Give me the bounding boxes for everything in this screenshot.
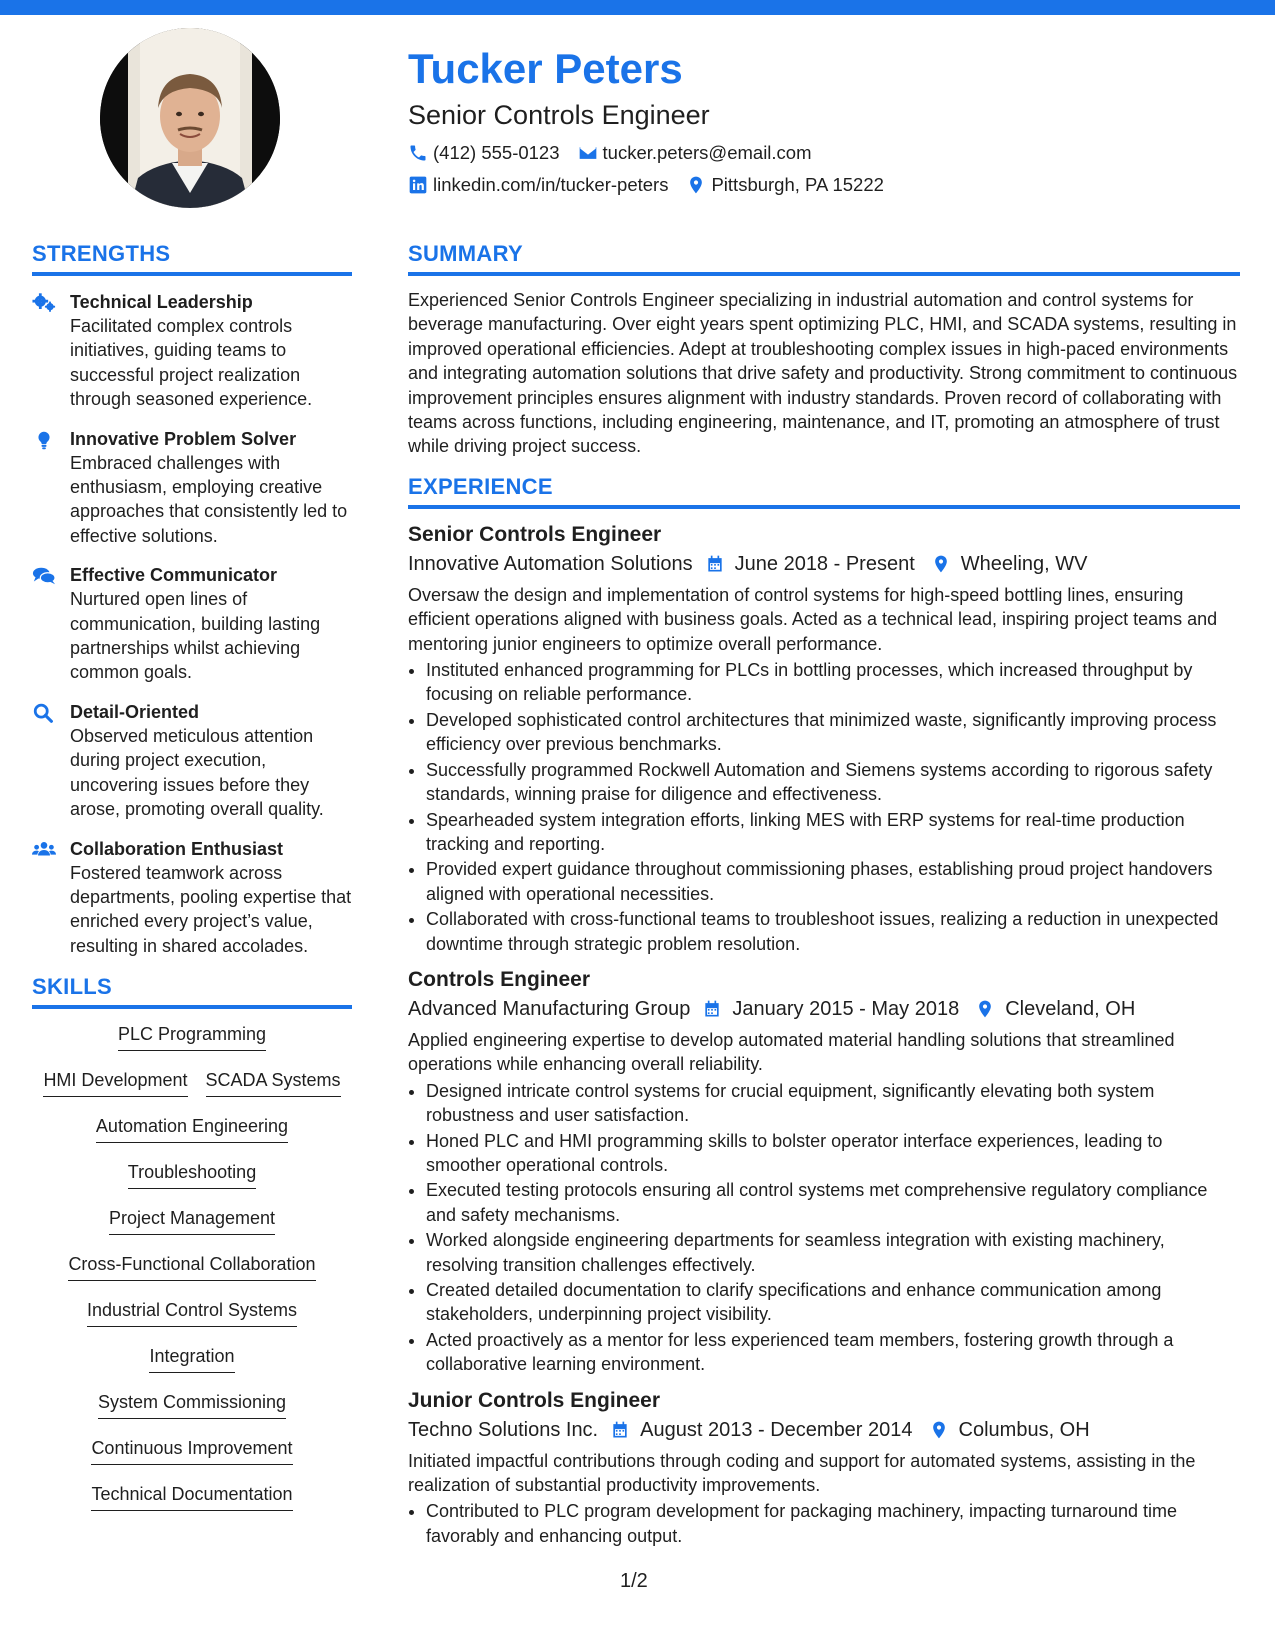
skills-heading: SKILLS (32, 973, 352, 1009)
map-pin-icon (975, 999, 995, 1019)
job-bullet: • Executed testing protocols ensuring all control systems met comprehensive regulatory compliance and safety mechanisms. (426, 1178, 1240, 1227)
email-text: tucker.peters@email.com (602, 142, 812, 163)
linkedin-text: linkedin.com/in/tucker-peters (433, 174, 669, 195)
strength-title: Detail-Oriented (70, 701, 200, 722)
map-pin-icon (929, 1420, 949, 1440)
strength-title: Effective Communicator (70, 565, 278, 586)
users-icon (32, 839, 56, 861)
skill-tag: Continuous Improvement (91, 1437, 292, 1465)
candidate-name: Tucker Peters (408, 45, 683, 92)
strength-item (32, 290, 352, 412)
job-location: Columbus, OH (958, 1418, 1090, 1441)
linkedin-icon (408, 175, 428, 195)
job-description: Applied engineering expertise to develop automated material handling solutions that streamlined operations while enhancing overall reliability. (408, 1029, 1175, 1075)
job-bullet: • Worked alongside engineering departments for seamless integration with existing machinery, resolving transition challenges effectively. (426, 1228, 1240, 1277)
skill-tag: Cross-Functional Collaboration (68, 1253, 315, 1281)
lightbulb-icon (32, 429, 56, 451)
job-description: Oversaw the design and implementation of control systems for high-speed bottling lines, ensuring efficient operations aligned with business goals. Acted as a technical lead, inspiring project teams and mentoring junior engineers to optimize overall performance. (408, 584, 1218, 654)
strength-desc: Fostered teamwork across departments, pooling expertise that enriched every project’s value, resulting in shared accolades. (70, 862, 352, 956)
gears-icon (32, 292, 56, 314)
job-bullet: • Instituted enhanced programming for PLCs in bottling processes, which increased throughput by focusing on reliable performance. (426, 658, 1240, 707)
skill-tag: Technical Documentation (91, 1483, 292, 1511)
skill-tag: Project Management (109, 1207, 275, 1235)
job-company: Advanced Manufacturing Group (408, 997, 691, 1020)
skill-tag: Troubleshooting (128, 1161, 256, 1189)
job-bullet: • Created detailed documentation to clarify specifications and enhance communication among stakeholders, underpinning project visibility. (426, 1278, 1240, 1327)
skill-tag: SCADA Systems (206, 1069, 341, 1097)
job-dates: August 2013 - December 2014 (640, 1418, 913, 1441)
strength-item (32, 700, 352, 822)
location-contact (686, 174, 883, 196)
job-title: Senior Controls Engineer (408, 522, 662, 546)
magnifier-icon (32, 702, 56, 724)
phone-icon (408, 143, 428, 163)
right-column (408, 240, 1240, 1560)
job-location: Wheeling, WV (960, 552, 1088, 575)
email-contact[interactable] (578, 142, 812, 164)
top-accent-bar (0, 0, 1275, 15)
strength-item (32, 837, 352, 959)
strength-desc: Embraced challenges with enthusiasm, employing creative approaches that consistently led to effective solutions. (70, 452, 348, 546)
job-bullet: • Developed sophisticated control architectures that minimized waste, significantly improving process efficiency over previous benchmarks. (426, 708, 1240, 757)
job-bullets (408, 1079, 1240, 1377)
job-dates: January 2015 - May 2018 (732, 997, 960, 1020)
job-bullet: • Honed PLC and HMI programming skills to bolster operator interface experiences, leading to smoother operational controls. (426, 1129, 1240, 1178)
contact-row-1 (408, 142, 1238, 164)
calendar-icon (702, 999, 722, 1019)
phone-text: (412) 555-0123 (433, 142, 560, 163)
strength-title: Collaboration Enthusiast (70, 838, 284, 859)
calendar-icon (610, 1420, 630, 1440)
job-location: Cleveland, OH (1005, 997, 1136, 1020)
resume-header (408, 40, 1238, 196)
job-bullet: • Designed intricate control systems for crucial equipment, significantly elevating both system robustness and user satisfaction. (426, 1079, 1240, 1128)
job-meta (408, 1415, 1240, 1445)
job-meta (408, 994, 1240, 1024)
job-bullet: • Provided expert guidance throughout commissioning phases, establishing proud project handovers aligned with operational necessities. (426, 857, 1240, 906)
page-number: 1/2 (620, 1570, 648, 1592)
strength-title: Innovative Problem Solver (70, 428, 297, 449)
job-entry (408, 1387, 1240, 1549)
skill-tag: System Commissioning (98, 1391, 286, 1419)
job-dates: June 2018 - Present (734, 552, 915, 575)
job-description: Initiated impactful contributions through coding and support for automated systems, assisting in the realization of substantial productivity improvements. (408, 1450, 1196, 1496)
profile-photo (100, 28, 280, 208)
job-bullet: • Acted proactively as a mentor for less experienced team members, fostering growth through a collaborative learning environment. (426, 1328, 1240, 1377)
skill-tag: Automation Engineering (96, 1115, 288, 1143)
strengths-heading: STRENGTHS (32, 240, 352, 276)
strength-title: Technical Leadership (70, 292, 253, 312)
job-bullets (408, 1499, 1240, 1548)
candidate-title: Senior Controls Engineer (408, 100, 710, 130)
job-company: Innovative Automation Solutions (408, 552, 693, 575)
job-meta (408, 549, 1240, 579)
job-bullets (408, 658, 1240, 956)
calendar-icon (705, 554, 725, 574)
skill-tag: HMI Development (43, 1069, 187, 1097)
comments-icon (32, 565, 56, 587)
skill-tag: PLC Programming (118, 1023, 266, 1051)
strength-desc: Facilitated complex controls initiatives, guiding teams to successful project realization through seasoned experience. (70, 316, 313, 410)
skill-tag: Industrial Control Systems (87, 1299, 297, 1327)
left-column (32, 240, 352, 1529)
strength-item (32, 427, 352, 549)
contact-row-2 (408, 174, 1238, 196)
phone-contact[interactable] (408, 142, 560, 164)
linkedin-contact[interactable] (408, 174, 668, 196)
job-entry (408, 966, 1240, 1377)
strength-desc: Observed meticulous attention during project execution, uncovering issues before they arose, promoting overall quality. (70, 725, 324, 820)
job-company: Techno Solutions Inc. (408, 1418, 599, 1441)
job-title: Controls Engineer (408, 967, 591, 991)
job-entry (408, 521, 1240, 956)
strength-desc: Nurtured open lines of communication, building lasting partnerships whilst achieving common goals. (70, 589, 321, 683)
job-bullet: • Collaborated with cross-functional teams to troubleshoot issues, realizing a reduction in unexpected downtime through strategic problem resolution. (426, 907, 1240, 956)
job-bullet: • Contributed to PLC program development for packaging machinery, impacting turnaround time favorably and enhancing output. (426, 1499, 1240, 1548)
summary-heading: SUMMARY (408, 240, 1240, 276)
strength-item (32, 563, 352, 685)
envelope-icon (578, 143, 598, 163)
map-pin-icon (931, 554, 951, 574)
location-text: Pittsburgh, PA 15222 (711, 174, 884, 195)
experience-heading: EXPERIENCE (408, 473, 1240, 509)
skill-tag: Integration (149, 1345, 234, 1373)
summary-text: Experienced Senior Controls Engineer specializing in industrial automation and control systems for beverage manufacturing. Over eight years spent optimizing PLC, HMI, and SCADA systems, resulting in improved operational efficiencies. Adept at troubleshooting complex issues in high-paced environments and integrating automation solutions that drive safety and productivity. Strong commitment to continuous improvement principles ensures alignment with industry standards. Proven record of collaborating with teams across functions, including engineering, maintenance, and IT, promoting an atmosphere of trust while driving project success. (408, 290, 1238, 457)
skills-list (32, 1023, 352, 1529)
job-title: Junior Controls Engineer (408, 1388, 661, 1412)
job-bullet: • Spearheaded system integration efforts, linking MES with ERP systems for real-time production tracking and reporting. (426, 808, 1240, 857)
job-bullet: • Successfully programmed Rockwell Automation and Siemens systems according to rigorous safety standards, winning praise for diligence and effectiveness. (426, 758, 1240, 807)
map-pin-icon (686, 175, 706, 195)
